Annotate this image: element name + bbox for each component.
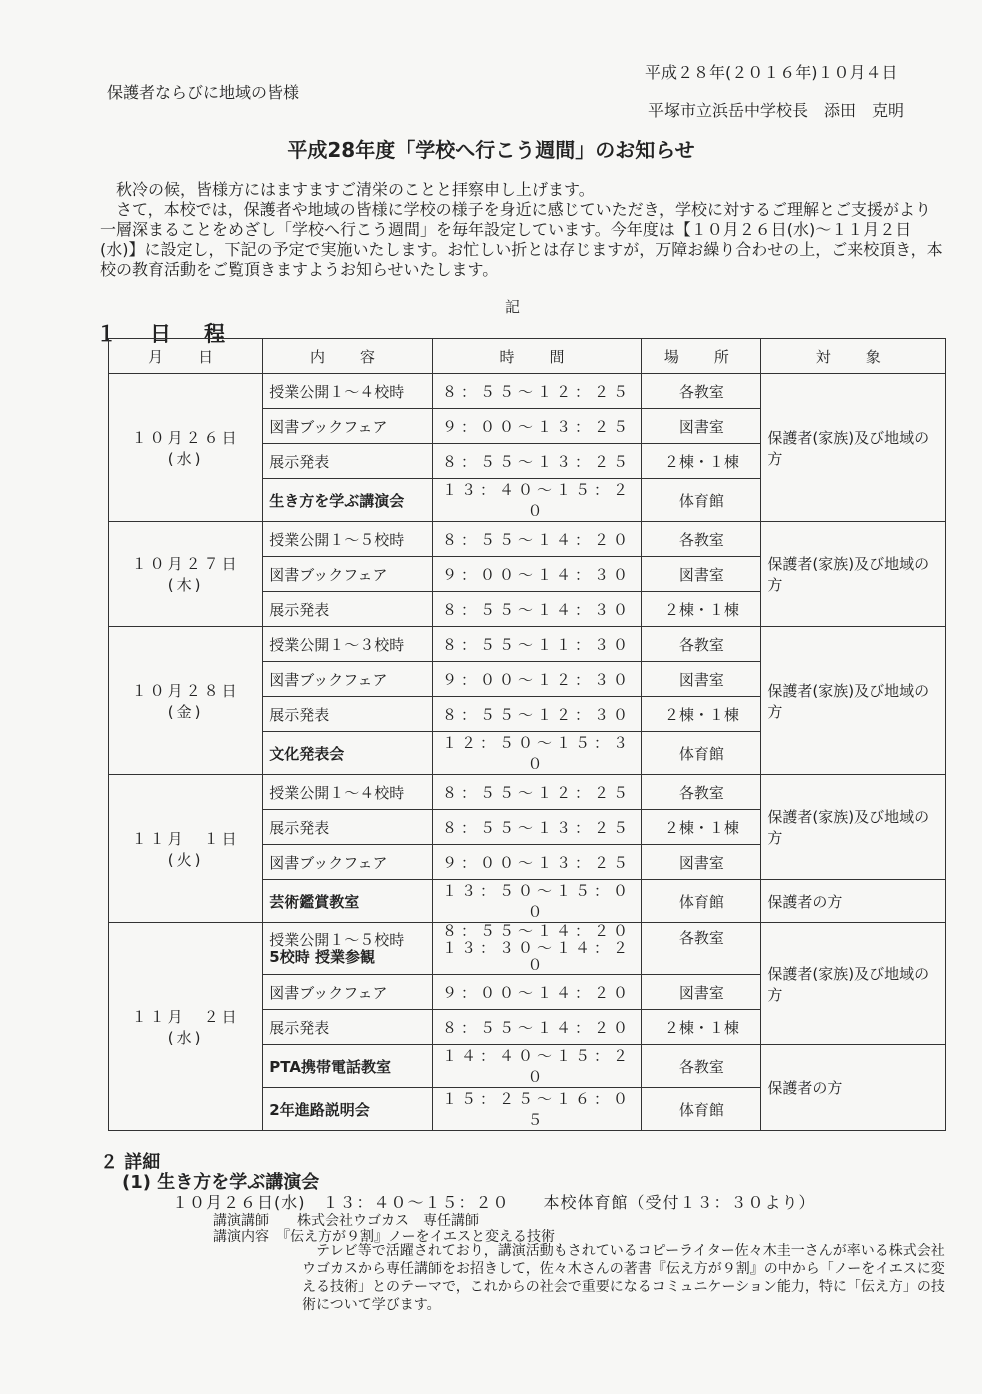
- ki-mark: 記: [505, 298, 521, 316]
- cell-time: １５：２５～１６：０５: [432, 1088, 642, 1131]
- cell-target: 保護者(家族)及び地域の方: [761, 923, 946, 1045]
- cell-place: 図書室: [642, 845, 761, 880]
- header-content: 内 容: [263, 339, 432, 374]
- section-detail-heading: ２ 詳細: [100, 1152, 161, 1173]
- cell-target: 保護者(家族)及び地域の方: [761, 775, 946, 880]
- cell-time: ８：５５～１４：３０: [432, 592, 642, 627]
- cell-content: 展示発表: [263, 810, 432, 845]
- cell-content: 2年進路説明会: [263, 1088, 432, 1131]
- detail-date-line: １０月２６日(水) １３：４０～１５：２０ 本校体育館（受付１３：３０より）: [172, 1193, 816, 1212]
- table-row: [109, 627, 946, 662]
- cell-time: ８：５５～１２：２５: [432, 775, 642, 810]
- document-date: 平成２８年(２０１６年)１０月４日: [645, 63, 898, 82]
- detail-content: 講演内容 『伝え方が９割』ノーをイエスと変える技術: [213, 1229, 556, 1245]
- cell-time: １３：５０～１５：００: [432, 880, 642, 923]
- cell-place: 体育館: [642, 732, 761, 775]
- cell-place: 各教室: [642, 775, 761, 810]
- table-row: [109, 522, 946, 557]
- cell-time: ９：００～１３：２５: [432, 845, 642, 880]
- cell-time: ８：５５～１３：２５: [432, 810, 642, 845]
- header-time: 時 間: [432, 339, 642, 374]
- cell-time-line: ８：５５～１４：２０: [442, 922, 633, 940]
- header-date: 月 日: [109, 339, 263, 374]
- section-schedule-heading: １ 日 程: [96, 322, 231, 346]
- cell-place: 体育館: [642, 880, 761, 923]
- cell-time-line: １３：３０～１４：２０: [442, 939, 633, 974]
- cell-content: 授業公開１～４校時: [263, 775, 432, 810]
- cell-content: 展示発表: [263, 697, 432, 732]
- cell-time: [432, 923, 642, 975]
- cell-content: 展示発表: [263, 444, 432, 479]
- cell-content: 展示発表: [263, 1010, 432, 1045]
- header-target: 対 象: [761, 339, 946, 374]
- cell-place: ２棟・１棟: [642, 697, 761, 732]
- cell-place: 図書室: [642, 409, 761, 444]
- addressee: 保護者ならびに地域の皆様: [107, 83, 300, 102]
- cell-content: 生き方を学ぶ講演会: [263, 479, 432, 522]
- cell-target: 保護者(家族)及び地域の方: [761, 522, 946, 627]
- cell-time: ９：００～１２：３０: [432, 662, 642, 697]
- body-line-1: 秋冷の候，皆様方にはますますご清栄のことと拝察申し上げます。: [116, 180, 595, 199]
- table-row: [109, 923, 946, 975]
- document-title: 平成28年度「学校へ行こう週間」のお知らせ: [287, 138, 695, 162]
- cell-time: １４：４０～１５：２０: [432, 1045, 642, 1088]
- cell-content: PTA携帯電話教室: [263, 1045, 432, 1088]
- cell-content: 図書ブックフェア: [263, 409, 432, 444]
- table-header-row: [109, 339, 946, 374]
- cell-place: ２棟・１棟: [642, 1010, 761, 1045]
- table-row: [109, 775, 946, 810]
- cell-place: 各教室: [642, 522, 761, 557]
- cell-time: １２：５０～１５：３０: [432, 732, 642, 775]
- cell-place: ２棟・１棟: [642, 444, 761, 479]
- cell-place: 体育館: [642, 479, 761, 522]
- cell-target: 保護者の方: [761, 1045, 946, 1131]
- cell-place: 各教室: [642, 923, 761, 975]
- cell-place: 各教室: [642, 1045, 761, 1088]
- cell-content: 授業公開１～４校時: [263, 374, 432, 409]
- detail-subheading: (1) 生き方を学ぶ講演会: [122, 1172, 320, 1193]
- detail-paragraph: テレビ等で活躍されており，講演活動もされているコピーライター佐々木圭一さんが率いる株式会社ウゴカスから専任講師をお招きして，佐々木さんの著書『伝え方が９割』の中から「ノーをイエスに変える技術」とのテーマで，これからの社会で重要になるコミュニケーション能力，特に「伝え方」の技術について学びます。: [302, 1243, 945, 1313]
- cell-time: ８：５５～１１：３０: [432, 627, 642, 662]
- cell-content: 展示発表: [263, 592, 432, 627]
- cell-place: 図書室: [642, 975, 761, 1010]
- cell-content: 図書ブックフェア: [263, 845, 432, 880]
- cell-date: １１月 ２日(水): [109, 923, 263, 1131]
- sender: 平塚市立浜岳中学校長 添田 克明: [648, 101, 905, 120]
- cell-time: ９：００～１４：３０: [432, 557, 642, 592]
- cell-content-line: 授業公開１～５校時: [269, 930, 405, 949]
- cell-time: ８：５５～１３：２５: [432, 444, 642, 479]
- cell-date: １１月 １日(火): [109, 775, 263, 923]
- cell-time: ８：５５～１２：３０: [432, 697, 642, 732]
- cell-target: 保護者の方: [761, 880, 946, 923]
- body-line-2: さて，本校では，保護者や地域の皆様に学校の様子を身近に感じていただき，学校に対するご理解とご支援がより一層深まることをめざし「学校へ行こう週間」を毎年設定しています。今年度は【１０月２６日(水)～１１月２日(水)】に設定し，下記の予定で実施いたします。お忙しい折とは存じますが，万障お繰り合わせの上，ご来校頂き，本校の教育活動をご覧頂きますようお知らせいたします。: [100, 200, 943, 279]
- detail-lecturer: 講演講師 株式会社ウゴカス 専任講師: [213, 1213, 479, 1229]
- header-place: 場 所: [642, 339, 761, 374]
- cell-time: １３：４０～１５：２０: [432, 479, 642, 522]
- cell-place: 図書室: [642, 557, 761, 592]
- cell-place: 体育館: [642, 1088, 761, 1131]
- cell-date: １０月２６日(水): [109, 374, 263, 522]
- cell-target: 保護者(家族)及び地域の方: [761, 627, 946, 775]
- cell-content: 芸術鑑賞教室: [263, 880, 432, 923]
- table-row: [109, 374, 946, 409]
- cell-content: 授業公開１～３校時: [263, 627, 432, 662]
- cell-content: 図書ブックフェア: [263, 557, 432, 592]
- cell-content: 授業公開１～５校時: [263, 522, 432, 557]
- schedule-table: [108, 338, 946, 1131]
- cell-content: 文化発表会: [263, 732, 432, 775]
- cell-time: ８：５５～１４：２０: [432, 1010, 642, 1045]
- cell-place: ２棟・１棟: [642, 810, 761, 845]
- body-text: [100, 180, 945, 280]
- cell-time: ８：５５～１４：２０: [432, 522, 642, 557]
- cell-content: 図書ブックフェア: [263, 662, 432, 697]
- cell-place: ２棟・１棟: [642, 592, 761, 627]
- cell-time: ９：００～１３：２５: [432, 409, 642, 444]
- cell-place: 図書室: [642, 662, 761, 697]
- cell-content: 図書ブックフェア: [263, 975, 432, 1010]
- cell-date: １０月２７日(木): [109, 522, 263, 627]
- cell-place: 各教室: [642, 627, 761, 662]
- cell-time: ８：５５～１２：２５: [432, 374, 642, 409]
- cell-content-line: 5校時 授業参観: [269, 947, 375, 966]
- cell-target: 保護者(家族)及び地域の方: [761, 374, 946, 522]
- cell-date: １０月２８日(金): [109, 627, 263, 775]
- cell-time: ９：００～１４：２０: [432, 975, 642, 1010]
- cell-content: [263, 923, 432, 975]
- cell-place: 各教室: [642, 374, 761, 409]
